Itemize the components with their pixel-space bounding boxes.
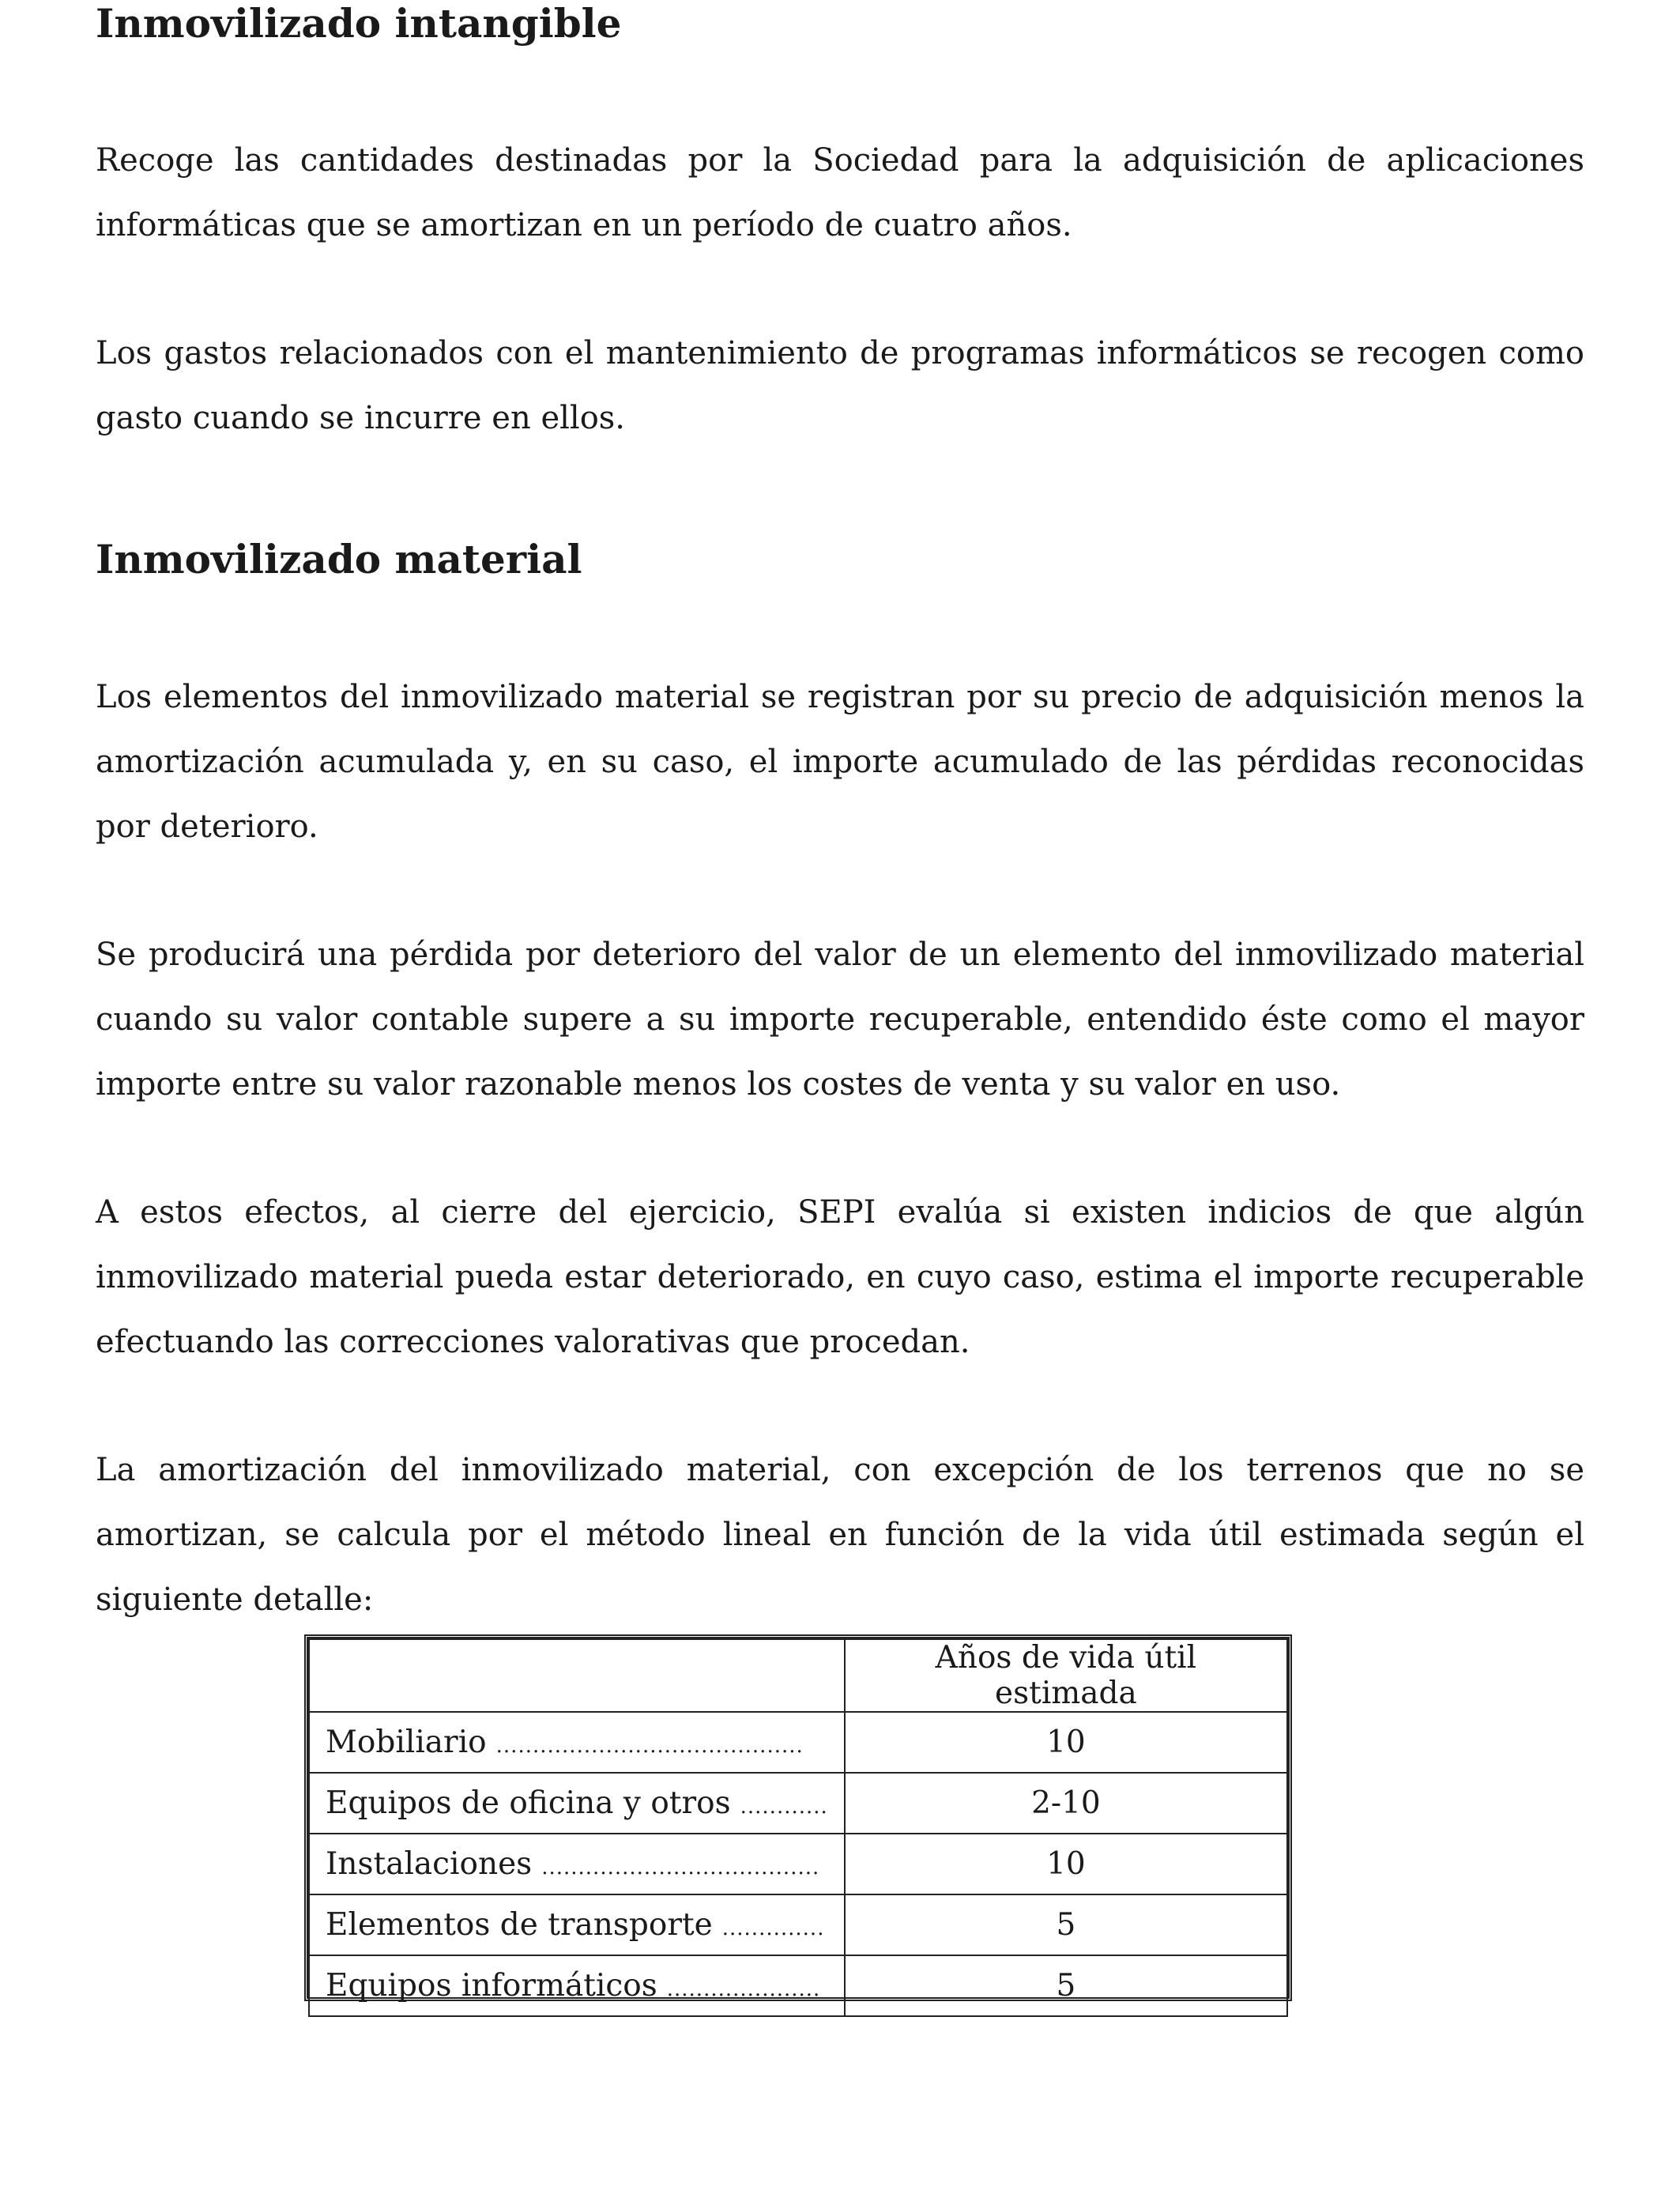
row-label: Equipos informáticos — [326, 1968, 657, 2004]
table-header-empty-cell — [309, 1639, 845, 1712]
row-leader-dots: ............ — [740, 1795, 828, 1819]
useful-life-table — [304, 1634, 1292, 2004]
table-row — [309, 1773, 1287, 1834]
table-row — [309, 1834, 1287, 1894]
table-row-label-cell — [309, 1955, 845, 2016]
table-row-label-cell — [309, 1834, 845, 1894]
row-label: Elementos de transporte — [326, 1907, 713, 1943]
paragraph-intangible-2: Los gastos relacionados con el mantenimiento de programas informáticos se recogen como gasto cuando se incurre en ellos. — [96, 335, 1584, 436]
row-label: Equipos de oficina y otros — [326, 1785, 731, 1821]
row-value: 2-10 — [845, 1773, 1287, 1834]
paragraph-material-2: Se producirá una pérdida por deterioro del valor de un elemento del inmovilizado material cuando su valor contable supere a su importe recuperable, entendido éste como el mayor importe entre su valor razonable menos los costes de venta y su valor en uso. — [96, 937, 1584, 1103]
table-row — [309, 1894, 1287, 1955]
row-leader-dots: .............. — [721, 1917, 825, 1940]
table-row-label-cell — [309, 1712, 845, 1773]
table-row-label-cell — [309, 1894, 845, 1955]
row-value: 5 — [845, 1955, 1287, 2016]
section-heading-intangible: Inmovilizado intangible — [96, 0, 622, 47]
row-leader-dots: .......................................... — [495, 1734, 804, 1758]
paragraph-material-3: A estos efectos, al cierre del ejercicio, SEPI evalúa si existen indicios de que algún inmovilizado material pueda estar deteriorado, en cuyo caso, estima el importe recuperable efectuando las correcciones valorativas que procedan. — [96, 1194, 1584, 1360]
row-leader-dots: ...................................... — [541, 1856, 820, 1879]
table-row — [309, 1712, 1287, 1773]
section-heading-material: Inmovilizado material — [96, 536, 582, 582]
paragraph-material-4: La amortización del inmovilizado material, con excepción de los terrenos que no se amortizan, se calcula por el método lineal en función de la vida útil estimada según el siguiente detalle: — [96, 1452, 1584, 1618]
paragraph-material-1: Los elementos del inmovilizado material se registran por su precio de adquisición menos la amortización acumulada y, en su caso, el importe acumulado de las pérdidas reconocidas por deterioro. — [96, 679, 1584, 845]
row-value: 10 — [845, 1712, 1287, 1773]
table-header-cell: Años de vida útil estimada — [845, 1639, 1287, 1712]
row-label: Mobiliario — [326, 1725, 487, 1760]
row-value: 5 — [845, 1894, 1287, 1955]
row-leader-dots: ..................... — [666, 1977, 821, 2001]
row-label: Instalaciones — [326, 1846, 533, 1882]
table-row-label-cell — [309, 1773, 845, 1834]
table-row — [309, 1955, 1287, 2016]
paragraph-intangible-1: Recoge las cantidades destinadas por la Sociedad para la adquisición de aplicaciones informáticas que se amortizan en un período de cuatro años. — [96, 142, 1584, 243]
table-header-row — [309, 1639, 1287, 1712]
row-value: 10 — [845, 1834, 1287, 1894]
